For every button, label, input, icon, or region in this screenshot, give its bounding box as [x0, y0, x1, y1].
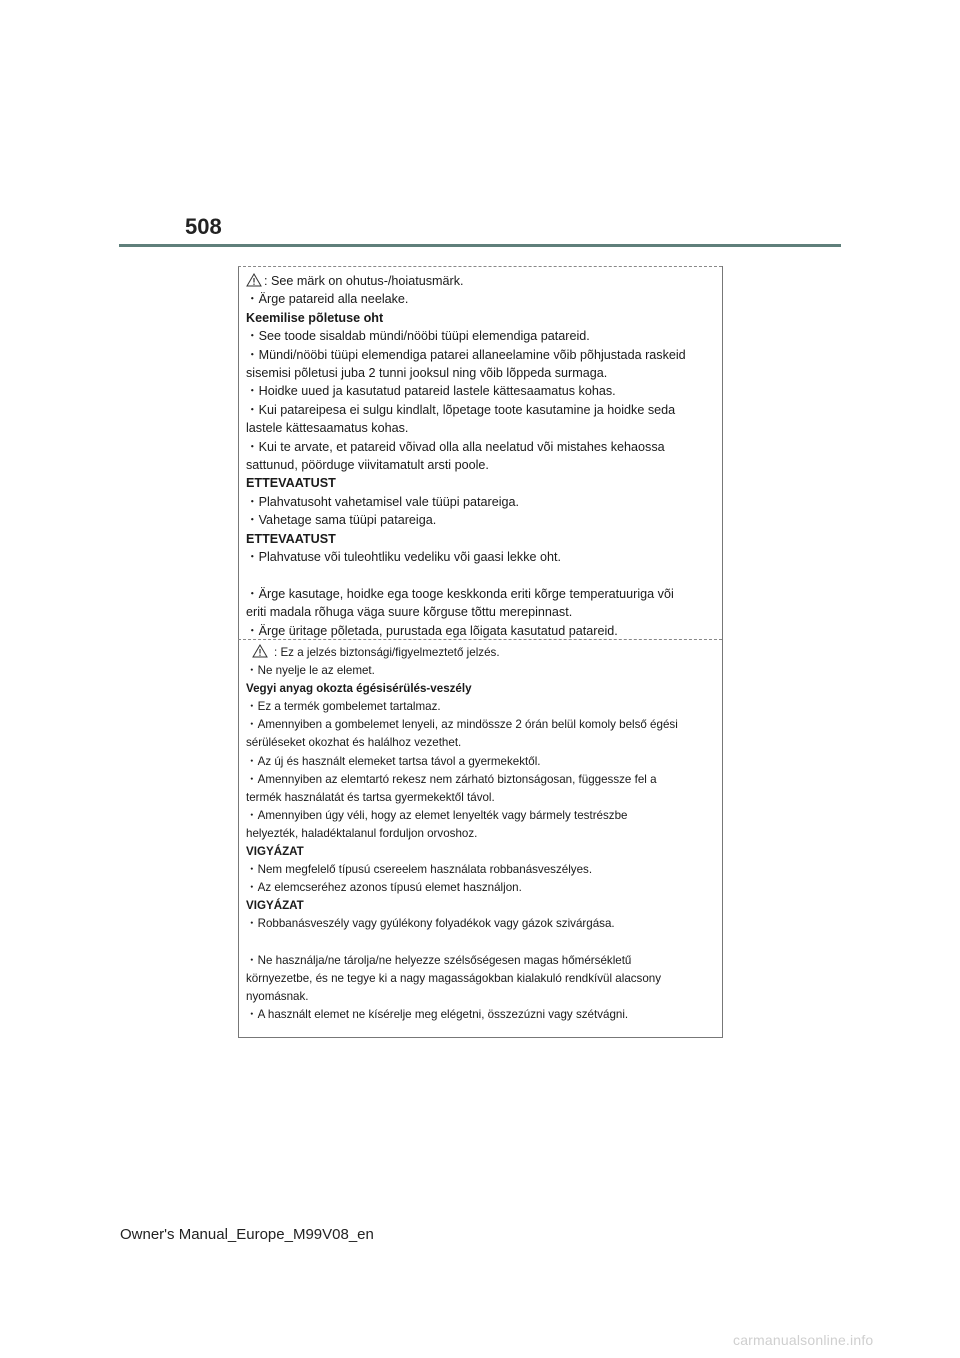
header-rule: [119, 244, 841, 247]
hungarian-lines: [246, 662, 716, 1024]
warning-text-line: ・Nem megfelelő típusú csereelem használata robbanásveszélyes.: [246, 863, 593, 877]
warning-text-line: sisemisi põletusi juba 2 tunni jooksul ning võib lõppeda surmaga.: [246, 366, 608, 381]
warning-heading: ETTEVAATUST: [246, 476, 336, 491]
warning-text-line: ・Ärge kasutage, hoidke ega tooge keskkonda eriti kõrge temperatuuriga või: [246, 586, 674, 601]
warning-text-line: ・Ne nyelje le az elemet.: [246, 664, 375, 678]
blank-line: [246, 934, 716, 952]
estonian-warning-section: [246, 272, 716, 640]
blank-line: [246, 567, 716, 585]
warning-text-line: ・Ez a termék gombelemet tartalmaz.: [246, 700, 441, 714]
warning-text-line: környezetbe, és ne tegye ki a nagy magasságokban kialakuló rendkívül alacsony: [246, 971, 662, 985]
warning-text-line: ・Az elemcseréhez azonos típusú elemet használjon.: [246, 881, 522, 895]
warning-heading: VIGYÁZAT: [246, 845, 304, 859]
watermark: carmanualsonline.info: [733, 1332, 874, 1348]
warning-triangle-icon: [246, 273, 262, 287]
warning-text-line: sérüléseket okozhat és halálhoz vezethet.: [246, 736, 462, 750]
section-divider: [238, 639, 722, 640]
warning-label-top-border: [238, 266, 722, 267]
hungarian-symbol-line: [246, 644, 716, 662]
warning-text-line: eriti madala rõhuga väga suure kõrguse tõttu merepinnast.: [246, 605, 573, 620]
warning-text-line: helyezték, haladéktalanul forduljon orvoshoz.: [246, 826, 478, 840]
warning-text-line: nyomásnak.: [246, 989, 309, 1003]
warning-text-line: ・Ärge patareid alla neelake.: [246, 292, 409, 307]
warning-text-line: ・Plahvatuse või tuleohtliku vedeliku või gaasi lekke oht.: [246, 550, 562, 565]
warning-heading: ETTEVAATUST: [246, 531, 336, 546]
warning-text-line: ・Vahetage sama tüüpi patareiga.: [246, 513, 437, 528]
estonian-symbol-text: : See märk on ohutus-/hoiatusmärk.: [264, 274, 464, 288]
warning-text-line: ・Amennyiben a gombelemet lenyeli, az mindössze 2 órán belül komoly belső égési: [246, 718, 678, 732]
warning-text-line: termék használatát és tartsa gyermekektől távol.: [246, 790, 495, 804]
warning-text-line: lastele kättesaamatus kohas.: [246, 421, 409, 436]
warning-text-line: ・Robbanásveszély vagy gyúlékony folyadékok vagy gázok szivárgása.: [246, 917, 615, 931]
warning-text-line: ・A használt elemet ne kísérelje meg elégetni, összezúzni vagy szétvágni.: [246, 1007, 629, 1021]
warning-heading: Keemilise põletuse oht: [246, 310, 384, 325]
estonian-symbol-line: [246, 272, 716, 290]
warning-text-line: ・Az új és használt elemeket tartsa távol a gyermekektől.: [246, 754, 541, 768]
warning-text-line: ・Amennyiben az elemtartó rekesz nem zárható biztonságosan, függessze fel a: [246, 772, 657, 786]
footer-document-id: Owner's Manual_Europe_M99V08_en: [120, 1226, 374, 1243]
warning-text-line: ・Kui te arvate, et patareid võivad olla alla neelatud või mistahes kehaossa: [246, 439, 665, 454]
warning-heading: Vegyi anyag okozta égésisérülés-veszély: [246, 682, 472, 696]
estonian-lines: [246, 290, 716, 640]
warning-text-line: ・See toode sisaldab mündi/nööbi tüüpi elemendiga patareid.: [246, 329, 590, 344]
warning-text-line: ・Hoidke uued ja kasutatud patareid lastele kättesaamatus kohas.: [246, 384, 616, 399]
warning-text-line: ・Mündi/nööbi tüüpi elemendiga patarei allaneelamine võib põhjustada raskeid: [246, 347, 686, 362]
page-number: 508: [185, 214, 222, 239]
warning-text-line: ・Kui patareipesa ei sulgu kindlalt, lõpetage toote kasutamine ja hoidke seda: [246, 402, 676, 417]
warning-text-line: sattunud, pöörduge viivitamatult arsti poole.: [246, 458, 489, 473]
hungarian-symbol-text: : Ez a jelzés biztonsági/figyelmeztető jelzés.: [274, 646, 500, 659]
warning-text-line: ・Plahvatusoht vahetamisel vale tüüpi patareiga.: [246, 494, 520, 509]
warning-heading: VIGYÁZAT: [246, 899, 304, 913]
warning-text-line: ・Amennyiben úgy véli, hogy az elemet lenyelték vagy bármely testrészbe: [246, 808, 628, 822]
warning-triangle-icon: [252, 644, 268, 658]
warning-text-line: ・Ärge üritage põletada, purustada ega lõigata kasutatud patareid.: [246, 623, 618, 638]
hungarian-warning-section: [246, 644, 716, 1024]
warning-text-line: ・Ne használja/ne tárolja/ne helyezze szélsőségesen magas hőmérsékletű: [246, 953, 632, 967]
